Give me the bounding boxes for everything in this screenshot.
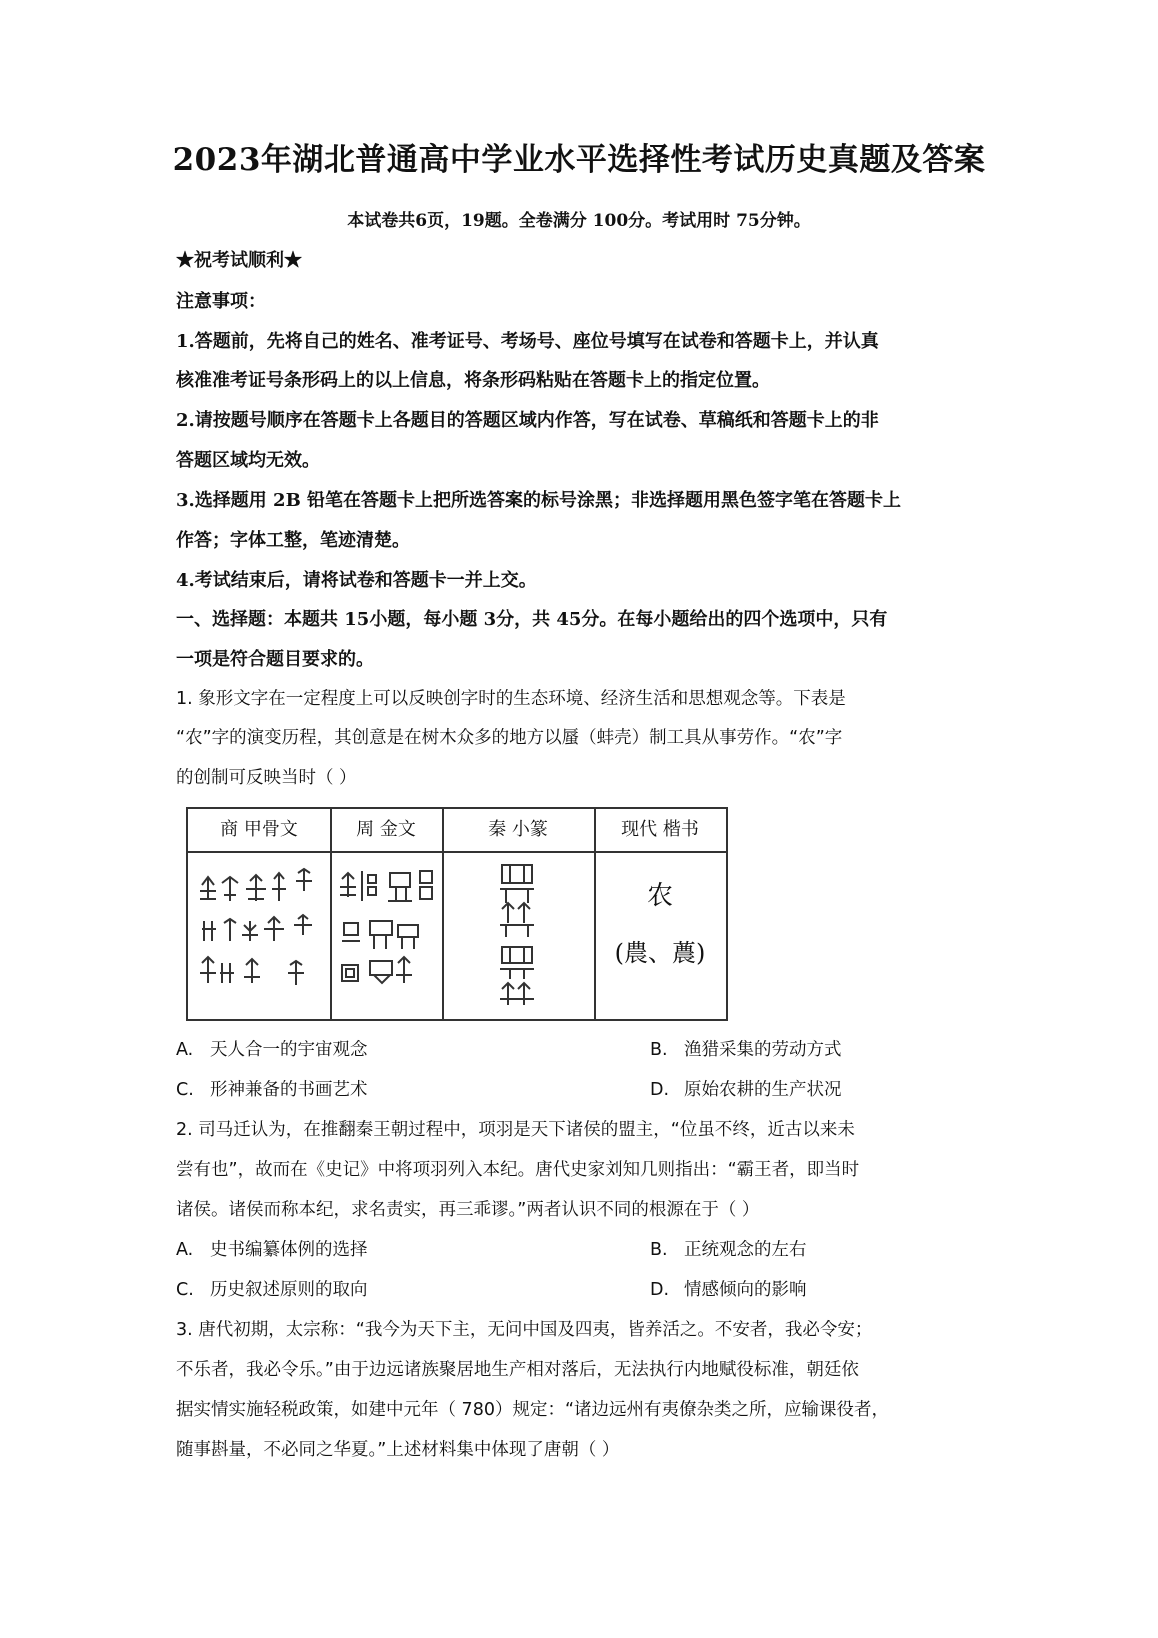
question-3-text: 据实情实施轻税政策，如建中元年（ 780）规定：“诸边远州有夷僚杂类之所，应输课役者， [176,1400,890,1420]
modern-character: 农 [646,881,673,911]
table-header: 秦 小篆 [442,809,594,853]
bronze-inscription-glyphs-image [336,865,440,1005]
q1-option-b[interactable]: B. 渔猎采集的劳动方式 [650,1040,842,1060]
question-3-text: 不乐者，我必令乐。”由于边远诸族聚居地生产相对落后，无法执行内地赋役标准，朝廷依 [176,1360,859,1380]
question-2-text: 诸侯。诸侯而称本纪，求名责实，再三乖谬。”两者认识不同的根源在于（ ） [176,1200,760,1220]
q2-option-a[interactable]: A. 史书编纂体例的选择 [176,1240,368,1260]
wish-text: ★祝考试顺利★ [176,250,302,271]
question-1-text: 的创制可反映当时（ ） [176,768,357,788]
note-line: 4.考试结束后，请将试卷和答题卡一并上交。 [176,570,537,591]
character-evolution-table [186,807,728,1021]
note-line: 核准准考证号条形码上的以上信息，将条形码粘贴在答题卡上的指定位置。 [176,370,770,391]
notes-heading: 注意事项： [176,291,266,312]
modern-variants: (農、蕽) [614,939,706,967]
table-header: 现代 楷书 [594,809,726,853]
page-title: 2023年湖北普通高中学业水平选择性考试历史真题及答案 [172,142,986,178]
oracle-bone-glyphs-image [194,865,324,1005]
note-line: 2.请按题号顺序在答题卡上各题目的答题区域内作答，写在试卷、草稿纸和答题卡上的非 [176,410,879,431]
section-heading: 一、选择题：本题共 15小题，每小题 3分，共 45分。在每小题给出的四个选项中，只有 [176,609,888,630]
q1-option-a[interactable]: A. 天人合一的宇宙观念 [176,1040,368,1060]
table-header: 商 甲骨文 [188,809,330,853]
q1-option-c[interactable]: C. 形神兼备的书画艺术 [176,1080,368,1100]
question-2-text: 2. 司马迁认为，在推翻秦王朝过程中，项羽是天下诸侯的盟主，“位虽不终，近古以来未 [176,1120,855,1140]
note-line: 作答；字体工整，笔迹清楚。 [176,530,410,551]
section-heading: 一项是符合题目要求的。 [176,649,374,670]
question-3-text: 3. 唐代初期，太宗称：“我今为天下主，无问中国及四夷，皆养活之。不安者，我必令安； [176,1320,873,1340]
question-2-text: 尝有也”，故而在《史记》中将项羽列入本纪。唐代史家刘知几则指出：“霸王者，即当时 [176,1160,860,1180]
table-header: 周 金文 [330,809,442,853]
q2-option-c[interactable]: C. 历史叙述原则的取向 [176,1280,368,1300]
q2-option-d[interactable]: D. 情感倾向的影响 [650,1280,807,1300]
question-1-text: 1. 象形文字在一定程度上可以反映创字时的生态环境、经济生活和思想观念等。下表是 [176,689,846,709]
note-line: 3.选择题用 2B 铅笔在答题卡上把所选答案的标号涂黑；非选择题用黑色签字笔在答题卡上 [176,490,902,511]
q2-option-b[interactable]: B. 正统观念的左右 [650,1240,807,1260]
note-line: 1.答题前，先将自己的姓名、准考证号、考场号、座位号填写在试卷和答题卡上，并认真 [176,331,879,352]
question-1-text: “农”字的演变历程，其创意是在树木众多的地方以蜃（蚌壳）制工具从事劳作。“农”字 [176,728,843,748]
note-line: 答题区域均无效。 [176,450,320,471]
q1-option-d[interactable]: D. 原始农耕的生产状况 [650,1080,842,1100]
small-seal-glyphs-image [488,859,548,1015]
question-3-text: 随事斟量，不必同之华夏。”上述材料集中体现了唐朝（ ） [176,1440,620,1460]
exam-info: 本试卷共6页，19题。全卷满分 100分。考试用时 75分钟。 [347,211,811,231]
